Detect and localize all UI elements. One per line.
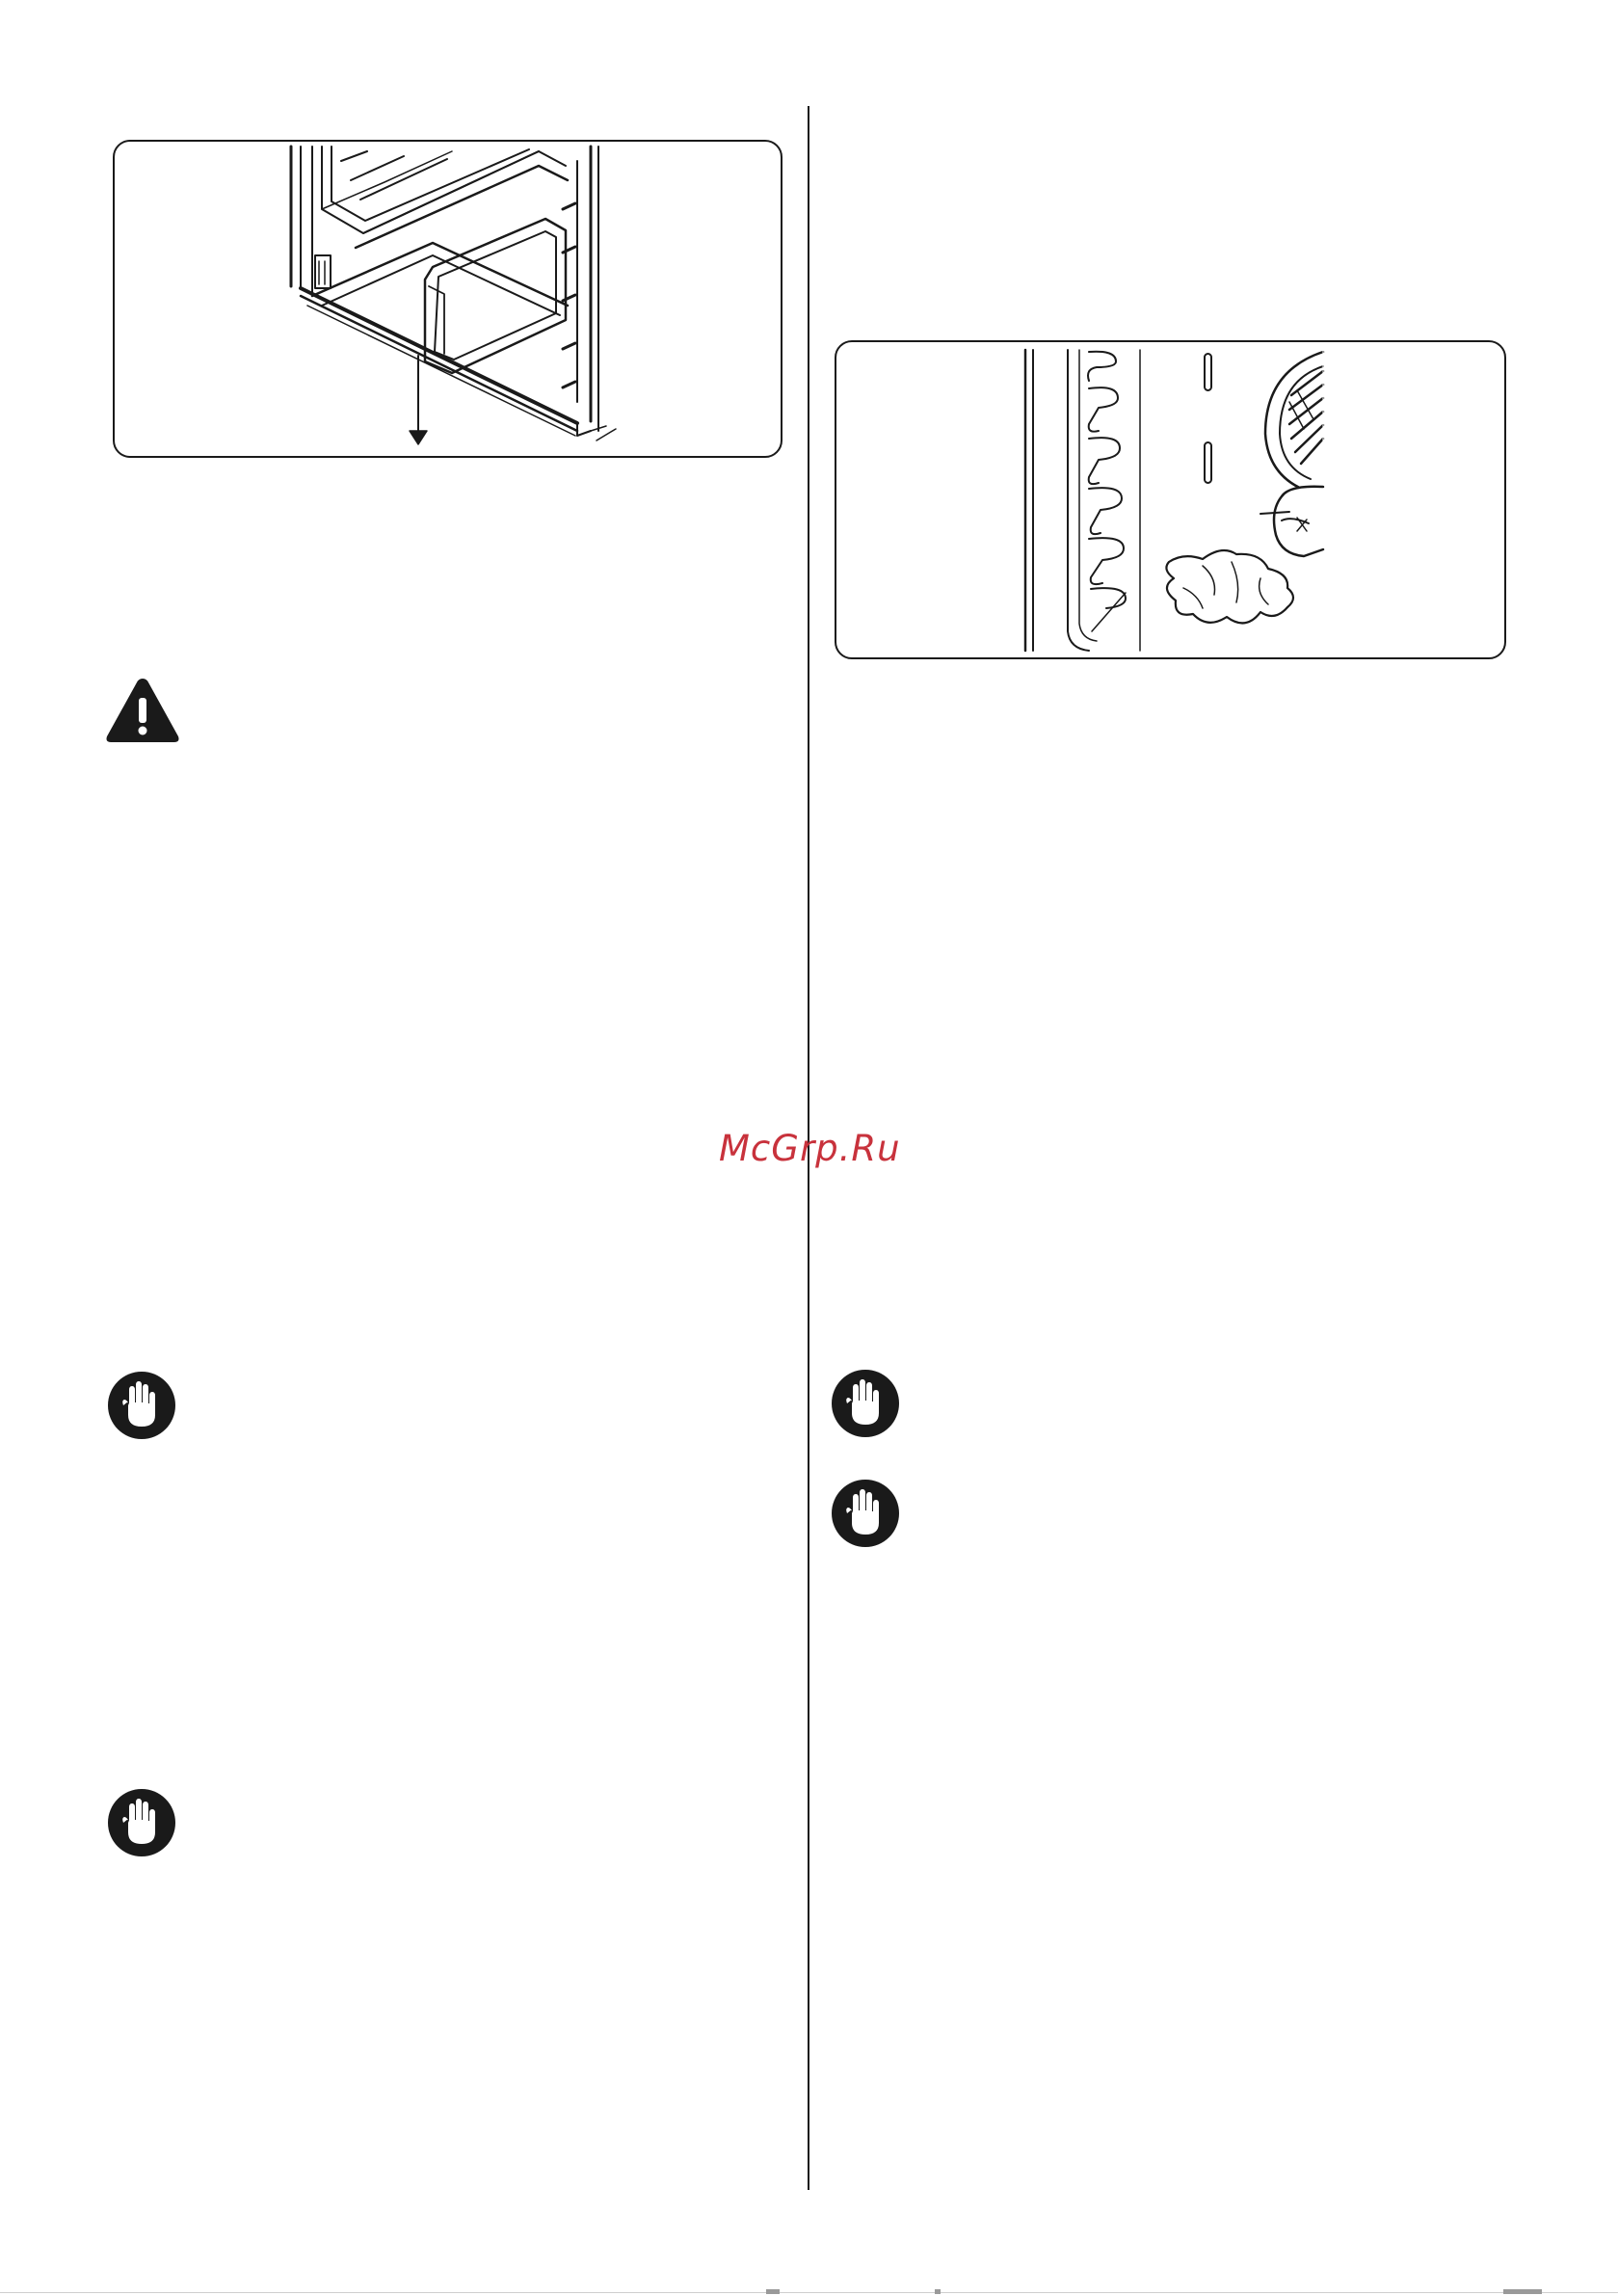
- oven-door-figure: [113, 140, 782, 458]
- watermark: McGrp.Ru: [719, 1128, 901, 1169]
- stop-hand-icon: [107, 1371, 176, 1440]
- stop-hand-icon: [831, 1479, 900, 1548]
- stop-hand-icon: [107, 1788, 176, 1857]
- stop-hand-icon: [831, 1369, 900, 1438]
- oven-cleaning-illustration: [836, 342, 1506, 659]
- oven-cleaning-figure: [835, 340, 1506, 659]
- footer-rule: [0, 2292, 1618, 2293]
- footer-mark: [1503, 2289, 1542, 2294]
- footer-mark: [935, 2289, 941, 2294]
- oven-door-illustration: [115, 142, 782, 458]
- footer-mark: [766, 2289, 780, 2294]
- warning-triangle-icon: [104, 675, 181, 746]
